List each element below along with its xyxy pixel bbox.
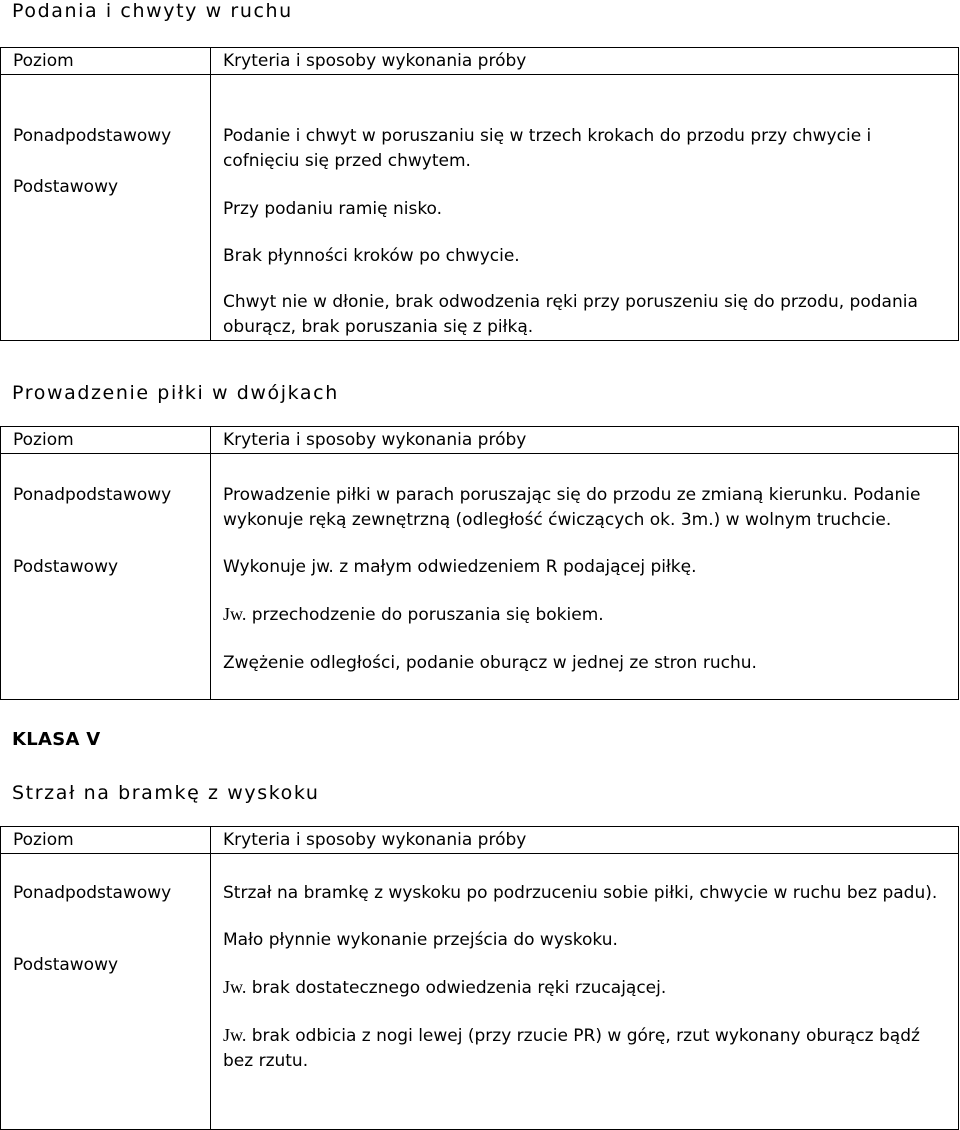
header-criteria: Kryteria i sposoby wykonania próby xyxy=(223,430,527,450)
klasa-heading: KLASA V xyxy=(12,729,101,750)
level-ponadpodstawowy: Ponadpodstawowy xyxy=(13,126,172,146)
criteria-item: Prowadzenie piłki w parach poruszając się do przodu ze zmianą kierunku. Podanie wykonuje ręką zewnętrzną (odległość ćwiczących ok. 3m.) w wolnym truchcie. xyxy=(223,485,921,530)
criteria-text: brak odbicia z nogi lewej (przy rzucie PR) w górę, rzut wykonany oburącz bądź bez rzutu. xyxy=(223,1026,920,1071)
section-title-prowadzenie: Prowadzenie piłki w dwójkach xyxy=(12,382,339,404)
level-podstawowy: Podstawowy xyxy=(13,177,119,197)
section-title-strzal: Strzał na bramkę z wyskoku xyxy=(12,782,320,804)
criteria-prefix: Jw. xyxy=(223,604,247,624)
table-row xyxy=(1,454,959,700)
table-header-row xyxy=(1,48,959,75)
criteria-text: przechodzenie do poruszania się bokiem. xyxy=(246,605,604,625)
criteria-item xyxy=(211,1023,958,1074)
level-ponadpodstawowy: Ponadpodstawowy xyxy=(13,485,172,505)
criteria-item: Przy podaniu ramię nisko. xyxy=(223,199,443,219)
criteria-item: Brak płynności kroków po chwycie. xyxy=(223,246,520,266)
header-level: Poziom xyxy=(13,830,74,850)
criteria-item: Mało płynnie wykonanie przejścia do wyskoku. xyxy=(223,930,618,950)
criteria-item: Chwyt nie w dłonie, brak odwodzenia ręki przy poruszeniu się do przodu, podania oburącz, brak poruszania się z piłką. xyxy=(223,292,918,337)
header-level: Poziom xyxy=(13,51,74,71)
criteria-prefix: Jw. xyxy=(223,977,247,997)
table-row xyxy=(1,854,959,1130)
table-header-row xyxy=(1,427,959,454)
criteria-item xyxy=(211,975,958,1001)
criteria-item: Podanie i chwyt w poruszaniu się w trzech krokach do przodu przy chwycie i cofnięciu się przed chwytem. xyxy=(223,126,872,171)
criteria-item: Zwężenie odległości, podanie oburącz w jednej ze stron ruchu. xyxy=(223,653,757,673)
criteria-table-podania xyxy=(0,47,959,341)
level-podstawowy: Podstawowy xyxy=(13,955,119,975)
table-header-row xyxy=(1,827,959,854)
criteria-text: brak dostatecznego odwiedzenia ręki rzucającej. xyxy=(246,978,667,998)
section-title-podania: Podania i chwyty w ruchu xyxy=(12,0,293,22)
level-podstawowy: Podstawowy xyxy=(13,557,119,577)
criteria-item: Wykonuje jw. z małym odwiedzeniem R podającej piłkę. xyxy=(223,557,697,577)
header-level: Poziom xyxy=(13,430,74,450)
table-row xyxy=(1,75,959,341)
criteria-table-prowadzenie xyxy=(0,426,959,700)
level-ponadpodstawowy: Ponadpodstawowy xyxy=(13,883,172,903)
criteria-item: Strzał na bramkę z wyskoku po podrzuceniu sobie piłki, chwycie w ruchu bez padu). xyxy=(223,883,938,903)
header-criteria: Kryteria i sposoby wykonania próby xyxy=(223,830,527,850)
header-criteria: Kryteria i sposoby wykonania próby xyxy=(223,51,527,71)
criteria-item xyxy=(211,602,958,628)
criteria-table-strzal xyxy=(0,826,959,1130)
criteria-prefix: Jw. xyxy=(223,1025,247,1045)
